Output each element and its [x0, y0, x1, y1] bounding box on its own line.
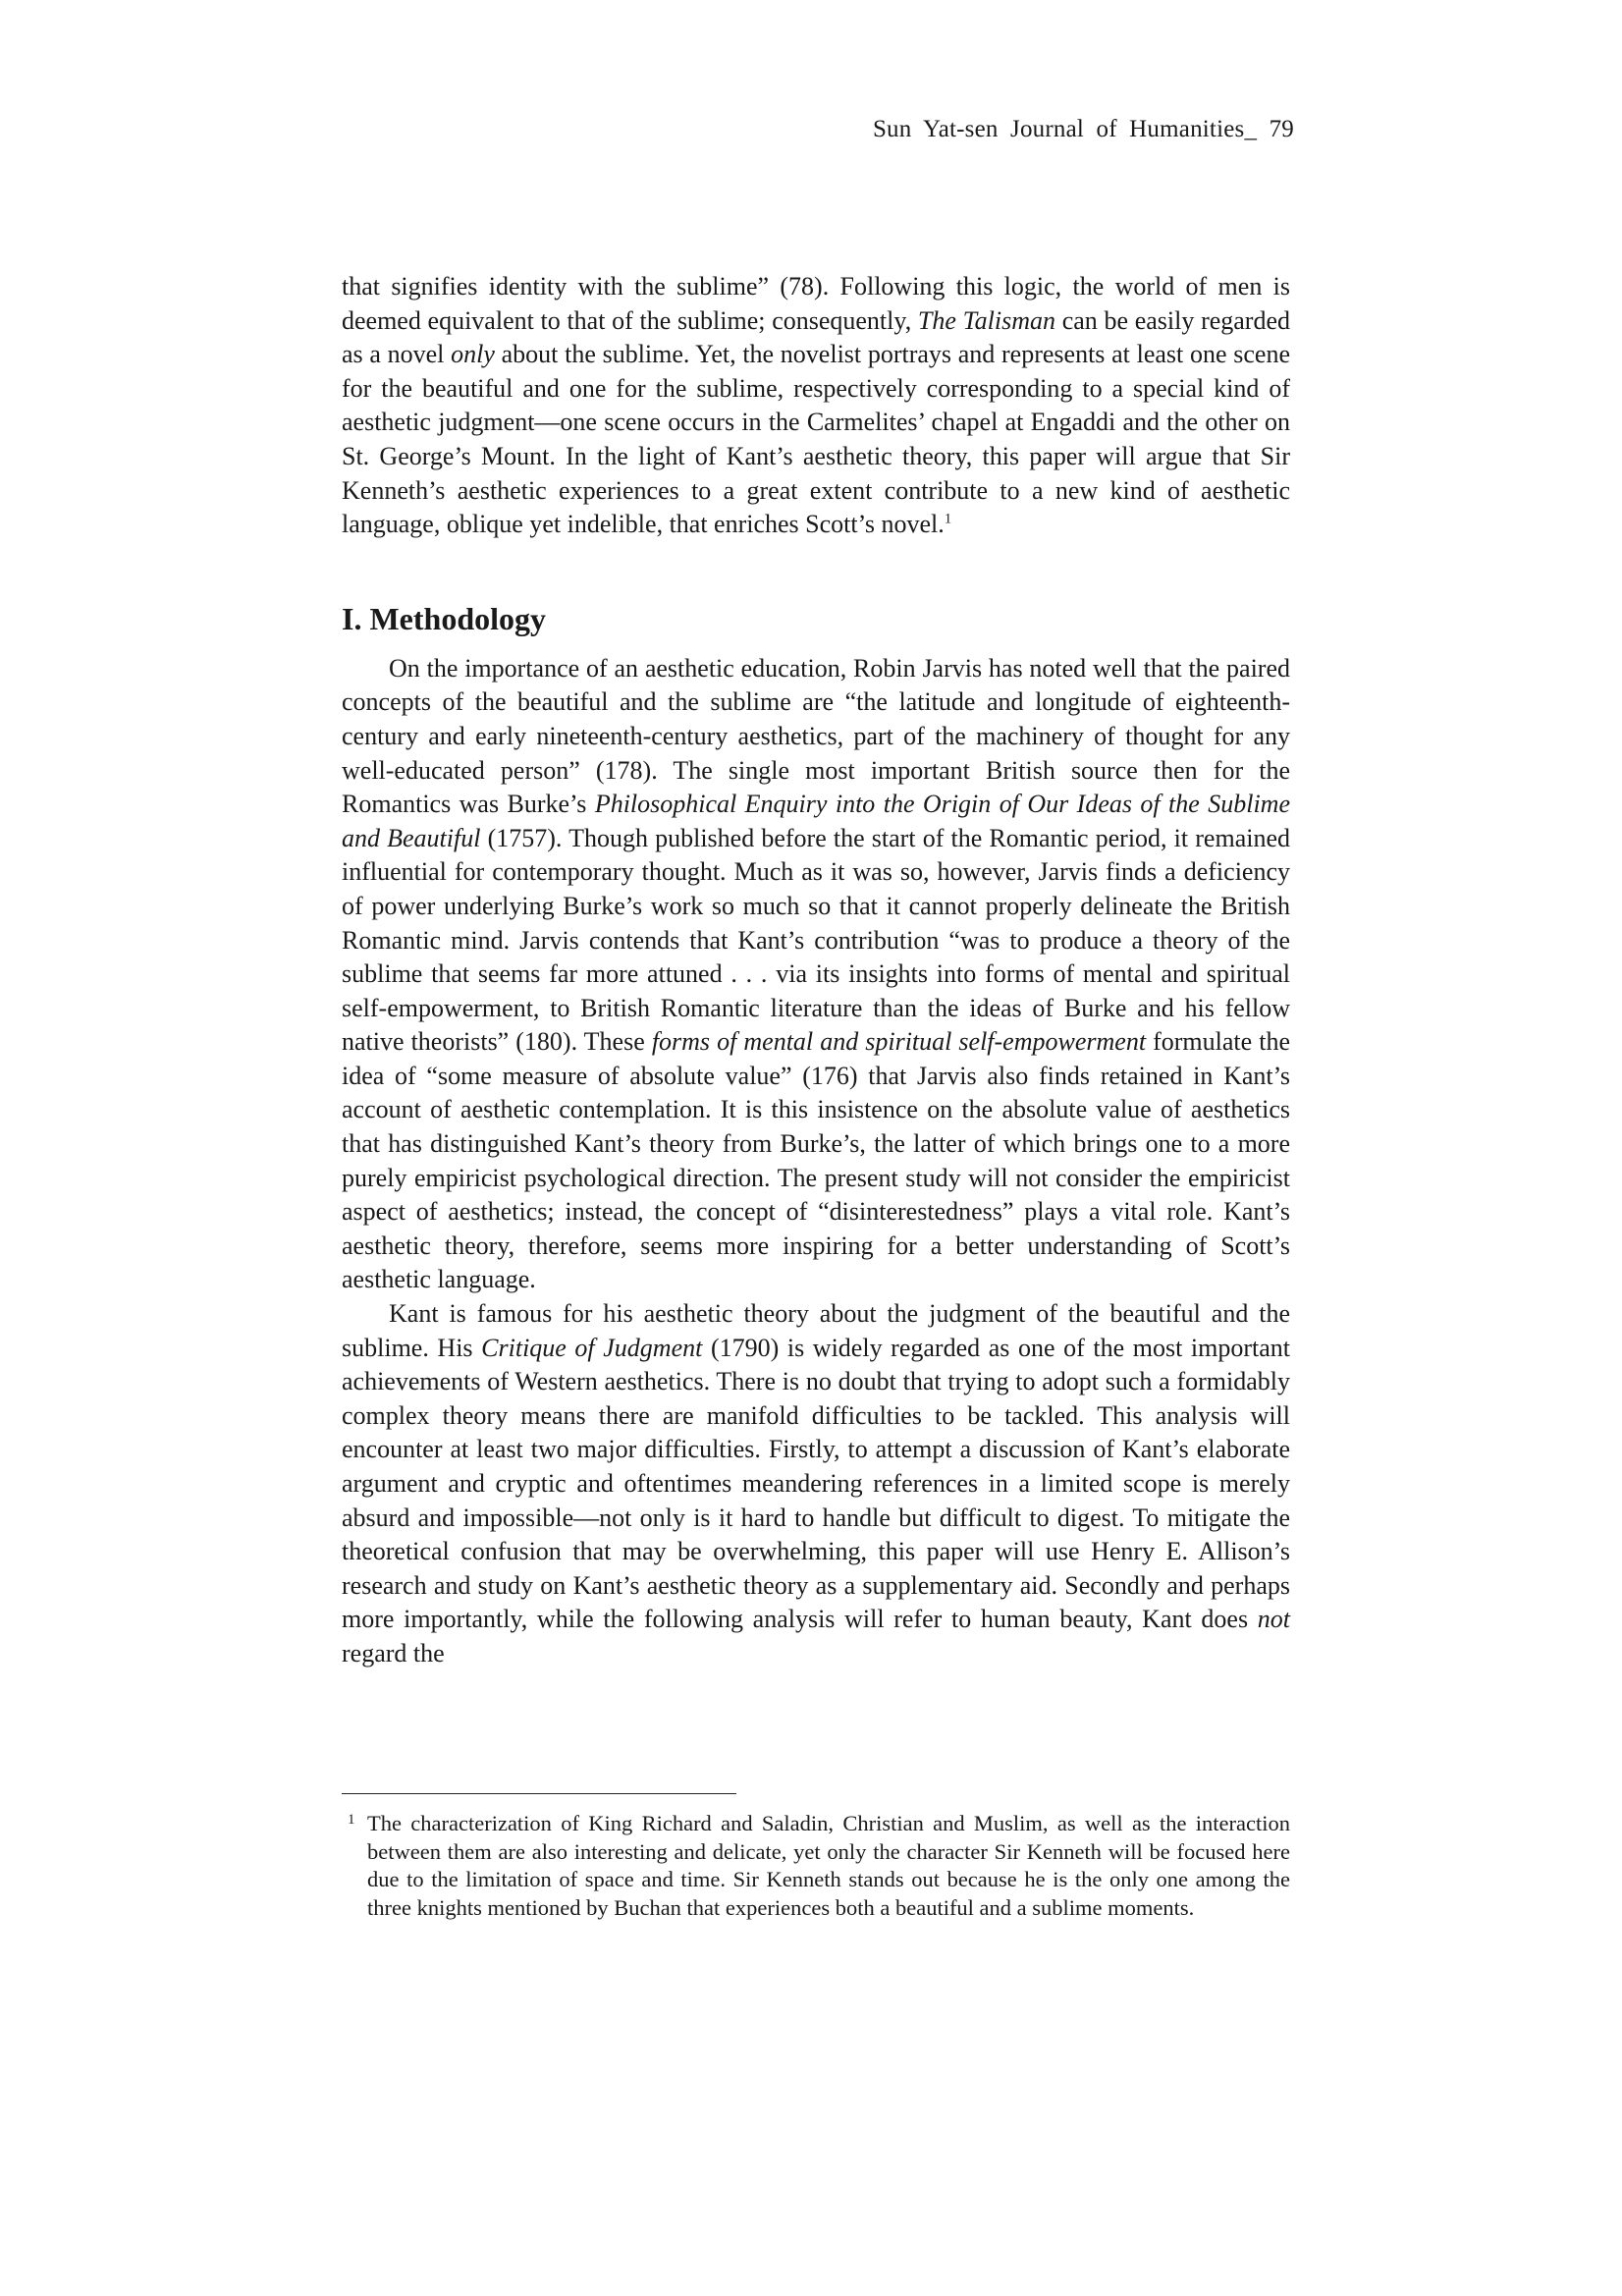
- page-body: [342, 270, 1290, 1671]
- text-run: regard the: [342, 1638, 445, 1667]
- footnote-marker: 1: [348, 1812, 355, 1828]
- text-run: formulate the idea of “some measure of absolute value” (176) that Jarvis also finds retained in Kant’s account of aesthetic contemplation. It is this insistence on the absolute value of aesthetics that has distinguished Kant’s theory from Burke’s, the latter of which brings one to a more purely empiricist psychological direction. The present study will not consider the empiricist aspect of aesthetics; instead, the concept of “disinterestedness” plays a vital role. Kant’s aesthetic theory, therefore, seems more inspiring for a better understanding of Scott’s aesthetic language.: [342, 1027, 1290, 1294]
- emphasis: forms of mental and spiritual self-empowerment: [651, 1027, 1147, 1057]
- methodology-paragraph-1: [342, 652, 1290, 1297]
- footnote-reference[interactable]: 1: [944, 511, 952, 527]
- book-title: The Talisman: [917, 305, 1056, 335]
- text-run: Kant is famous for his aesthetic theory about the judgment of the beautiful and the sublime. His: [342, 1299, 1290, 1362]
- methodology-paragraph-2: [342, 1297, 1290, 1671]
- text-run: (1757). Though published before the start of the Romantic period, it remained influential for contemporary thought. Much as it was so, however, Jarvis finds a deficiency of power underlying Burke’s work so much so that it cannot properly delineate the British Romantic mind. Jarvis contends that Kant’s contribution “was to produce a theory of the sublime that seems far more attuned . . . via its insights into forms of mental and spiritual self-empowerment, to British Romantic literature than the ideas of Burke and his fellow native theorists” (180). These: [342, 823, 1290, 1057]
- emphasis: only: [451, 340, 495, 369]
- footnote-text: The characterization of King Richard and Saladin, Christian and Muslim, as well as the interaction between them are also interesting and delicate, yet only the character Sir Kenneth will be focused here due to the limitation of space and time. Sir Kenneth stands out because he is the only one among the three knights mentioned by Buchan that experiences both a beautiful and a sublime moments.: [367, 1811, 1290, 1920]
- text-run: about the sublime. Yet, the novelist portrays and represents at least one scene for the beautiful and one for the sublime, respectively corresponding to a special kind of aesthetic judgment—one scene occurs in the Carmelites’ chapel at Engaddi and the other on St. George’s Mount. In the light of Kant’s aesthetic theory, this paper will argue that Sir Kenneth’s aesthetic experiences to a great extent contribute to a new kind of aesthetic language, oblique yet indelible, that enriches Scott’s novel.: [342, 340, 1290, 539]
- book-title: Critique of Judgment: [481, 1333, 703, 1362]
- intro-paragraph: [342, 270, 1290, 542]
- text-run: (1790) is widely regarded as one of the most important achievements of Western aesthetics. There is no doubt that trying to adopt such a formidably complex theory means there are manifold difficulties to be tackled. This analysis will encounter at least two major difficulties. Firstly, to attempt a discussion of Kant’s elaborate argument and cryptic and oftentimes meandering references in a limited scope is merely absurd and impossible—not only is it hard to handle but difficult to digest. To mitigate the theoretical confusion that may be overwhelming, this paper will use Henry E. Allison’s research and study on Kant’s aesthetic theory as a supplementary aid. Secondly and perhaps more importantly, while the following analysis will refer to human beauty, Kant does: [342, 1333, 1290, 1634]
- emphasis: not: [1257, 1605, 1290, 1634]
- footnote: [342, 1810, 1290, 1922]
- text-run: can be easily regarded as a novel: [342, 305, 1291, 369]
- running-header: Sun Yat-sen Journal of Humanities_ 79: [872, 116, 1294, 142]
- footnote-divider: [342, 1793, 736, 1794]
- text-run: that signifies identity with the sublime” (78). Following this logic, the world of men is deemed equivalent to that of the sublime; consequently,: [342, 272, 1290, 335]
- text-run: On the importance of an aesthetic education, Robin Jarvis has noted well that the paired concepts of the beautiful and the sublime are “the latitude and longitude of eighteenth-century and early nineteenth-century aesthetics, part of the machinery of thought for any well-educated person” (178). The single most important British source then for the Romantics was Burke’s: [342, 653, 1290, 819]
- book-title: Philosophical Enquiry into the Origin of Our Ideas of the Sublime and Beautiful: [342, 790, 1291, 852]
- section-heading: I. Methodology: [342, 600, 546, 636]
